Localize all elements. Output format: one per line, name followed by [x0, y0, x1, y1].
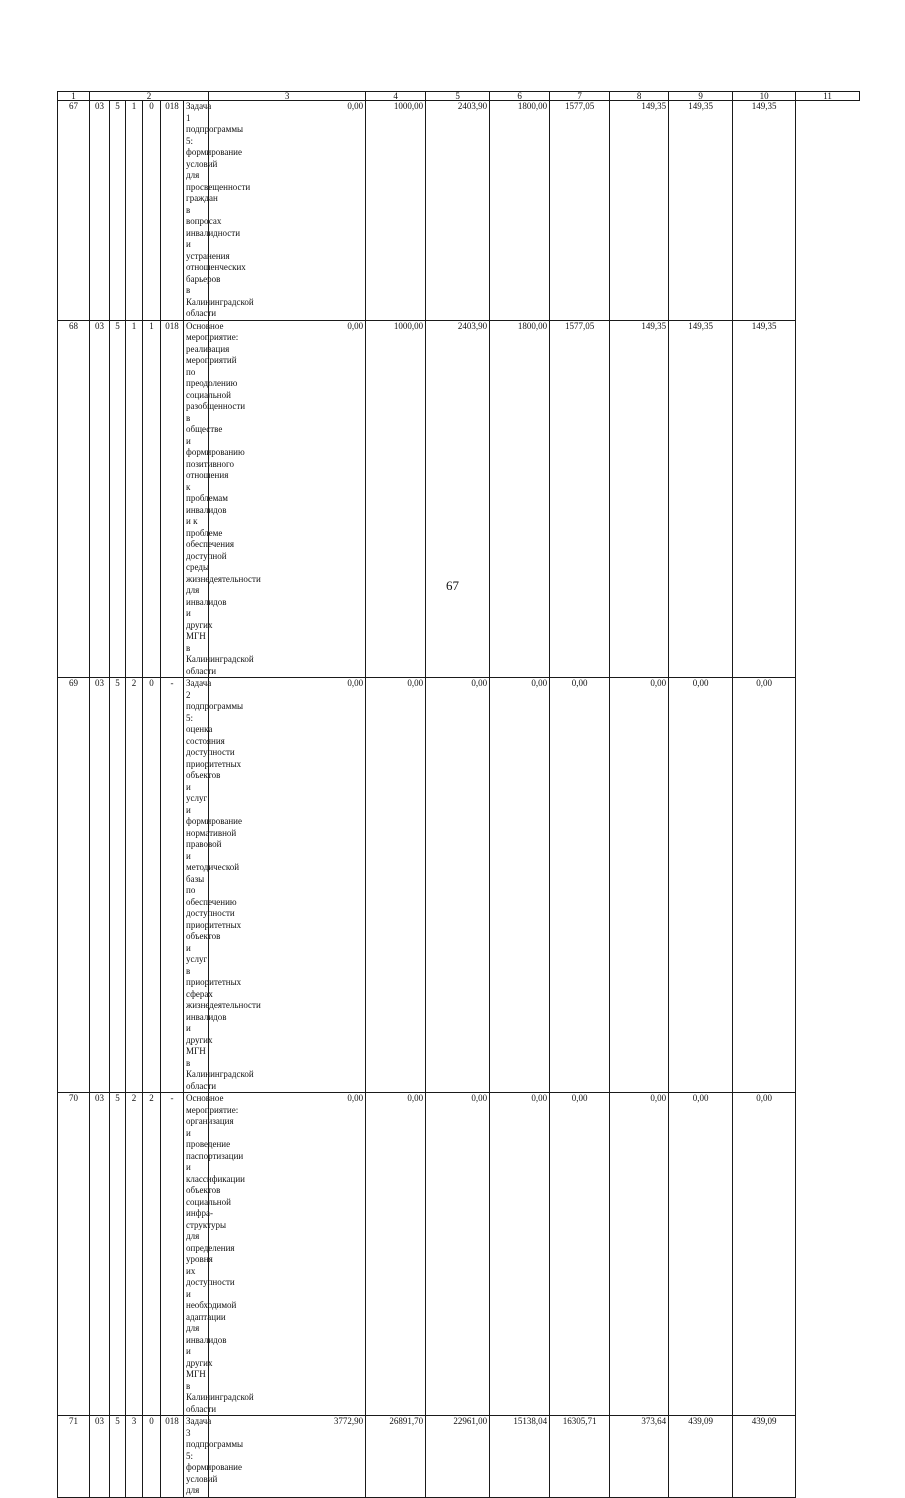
value-cell-9: 149,35	[610, 320, 669, 678]
header-cell-10: 10	[733, 92, 796, 101]
code-cell: 03	[90, 101, 110, 321]
code-cell: 0	[143, 101, 161, 321]
header-cell-4: 4	[366, 92, 426, 101]
code-cell: 2	[126, 678, 143, 1093]
row-number-cell: 71	[58, 1416, 90, 1498]
value-cell-8: 16305,71	[550, 1416, 610, 1498]
code-cell: 5	[110, 678, 126, 1093]
code-cell: -	[161, 1093, 184, 1416]
page-number: 67	[446, 578, 459, 593]
value-cell-11: 149,35	[733, 320, 796, 678]
value-cell-11: 0,00	[733, 1093, 796, 1416]
header-row	[58, 92, 860, 101]
value-cell-5: 26891,70	[366, 1416, 426, 1498]
header-cell-5: 5	[426, 92, 490, 101]
code-cell: 5	[110, 1416, 126, 1498]
value-cell-9: 149,35	[610, 101, 669, 321]
value-cell-5: 0,00	[366, 678, 426, 1093]
value-cell-7: 15138,04	[490, 1416, 550, 1498]
value-cell-4: 0,00	[209, 678, 366, 1093]
code-cell: 018	[161, 320, 184, 678]
value-cell-9: 0,00	[610, 678, 669, 1093]
code-cell: 5	[110, 320, 126, 678]
table-row	[58, 101, 860, 321]
value-cell-7: 0,00	[490, 1093, 550, 1416]
code-cell: 03	[90, 320, 110, 678]
value-cell-10: 439,09	[669, 1416, 733, 1498]
value-cell-9: 373,64	[610, 1416, 669, 1498]
code-cell: 5	[110, 101, 126, 321]
header-cell-8: 8	[610, 92, 669, 101]
value-cell-4: 3772,90	[209, 1416, 366, 1498]
code-cell: 1	[126, 101, 143, 321]
value-cell-7: 1800,00	[490, 320, 550, 678]
value-cell-7: 0,00	[490, 678, 550, 1093]
value-cell-10: 0,00	[669, 678, 733, 1093]
row-number-cell: 68	[58, 320, 90, 678]
budget-table	[57, 91, 860, 1498]
value-cell-6: 22961,00	[426, 1416, 490, 1498]
row-number-cell: 67	[58, 101, 90, 321]
value-cell-6: 2403,90	[426, 320, 490, 678]
code-cell: 1	[126, 320, 143, 678]
code-cell: -	[161, 678, 184, 1093]
value-cell-4: 0,00	[209, 101, 366, 321]
code-cell: 03	[90, 1093, 110, 1416]
value-cell-11: 0,00	[733, 678, 796, 1093]
value-cell-6: 2403,90	[426, 101, 490, 321]
code-cell: 1	[143, 320, 161, 678]
value-cell-6: 0,00	[426, 678, 490, 1093]
row-number-cell: 69	[58, 678, 90, 1093]
description-cell: Задача 1 подпрограммы 5: формирование условий для просвещенности граждан в вопросах инвалидности и устранения отношенческих барьеров в Калининградской области	[184, 101, 209, 321]
code-cell: 018	[161, 101, 184, 321]
header-cell-7: 7	[550, 92, 610, 101]
header-cell-9: 9	[669, 92, 733, 101]
value-cell-10: 149,35	[669, 101, 733, 321]
description-cell: Основное мероприятие: организация и проведение паспортизации и классификации объектов социальной инфра- структуры для определения уровня их доступности и необходимой адаптации для инвалидов и других МГН в Калининградской области	[184, 1093, 209, 1416]
code-cell: 018	[161, 1416, 184, 1498]
row-number-cell: 70	[58, 1093, 90, 1416]
code-cell: 2	[143, 1093, 161, 1416]
value-cell-8: 1577,05	[550, 101, 610, 321]
value-cell-9: 0,00	[610, 1093, 669, 1416]
header-cell-3: 3	[209, 92, 366, 101]
description-cell: Задача 3 подпрограммы 5: формирование условий для	[184, 1416, 209, 1498]
value-cell-8: 1577,05	[550, 320, 610, 678]
code-cell: 03	[90, 678, 110, 1093]
value-cell-6: 0,00	[426, 1093, 490, 1416]
description-cell: Задача 2 подпрограммы 5: оценка состояния доступности приоритетных объектов и услуг и формирование нормативной правовой и методической базы по обеспечению доступности приоритетных объектов и услуг в приоритетных сферах жизнедеятельности инвалидов и других МГН в Калининградской области	[184, 678, 209, 1093]
code-cell: 3	[126, 1416, 143, 1498]
value-cell-5: 0,00	[366, 1093, 426, 1416]
value-cell-7: 1800,00	[490, 101, 550, 321]
value-cell-8: 0,00	[550, 678, 610, 1093]
header-cell-2: 2	[90, 92, 209, 101]
code-cell: 2	[126, 1093, 143, 1416]
header-cell-1: 1	[58, 92, 90, 101]
header-cell-6: 6	[490, 92, 550, 101]
code-cell: 0	[143, 678, 161, 1093]
table-row	[58, 1416, 860, 1498]
value-cell-4: 0,00	[209, 1093, 366, 1416]
value-cell-11: 439,09	[733, 1416, 796, 1498]
table-row	[58, 678, 860, 1093]
description-cell: Основное мероприятие: реализация мероприятий по преодолению социальной разобщенности в обществе и формированию позитивного отношения к проблемам инвалидов и к проблеме обеспечения доступной среды жизнедеятельности для инвалидов и других МГН в Калининградской области	[184, 320, 209, 678]
code-cell: 5	[110, 1093, 126, 1416]
value-cell-11: 149,35	[733, 101, 796, 321]
value-cell-8: 0,00	[550, 1093, 610, 1416]
table-row	[58, 1093, 860, 1416]
table-row	[58, 320, 860, 678]
code-cell: 0	[143, 1416, 161, 1498]
value-cell-10: 149,35	[669, 320, 733, 678]
header-cell-11: 11	[796, 92, 860, 101]
value-cell-5: 1000,00	[366, 101, 426, 321]
code-cell: 03	[90, 1416, 110, 1498]
value-cell-5: 1000,00	[366, 320, 426, 678]
value-cell-10: 0,00	[669, 1093, 733, 1416]
value-cell-4: 0,00	[209, 320, 366, 678]
